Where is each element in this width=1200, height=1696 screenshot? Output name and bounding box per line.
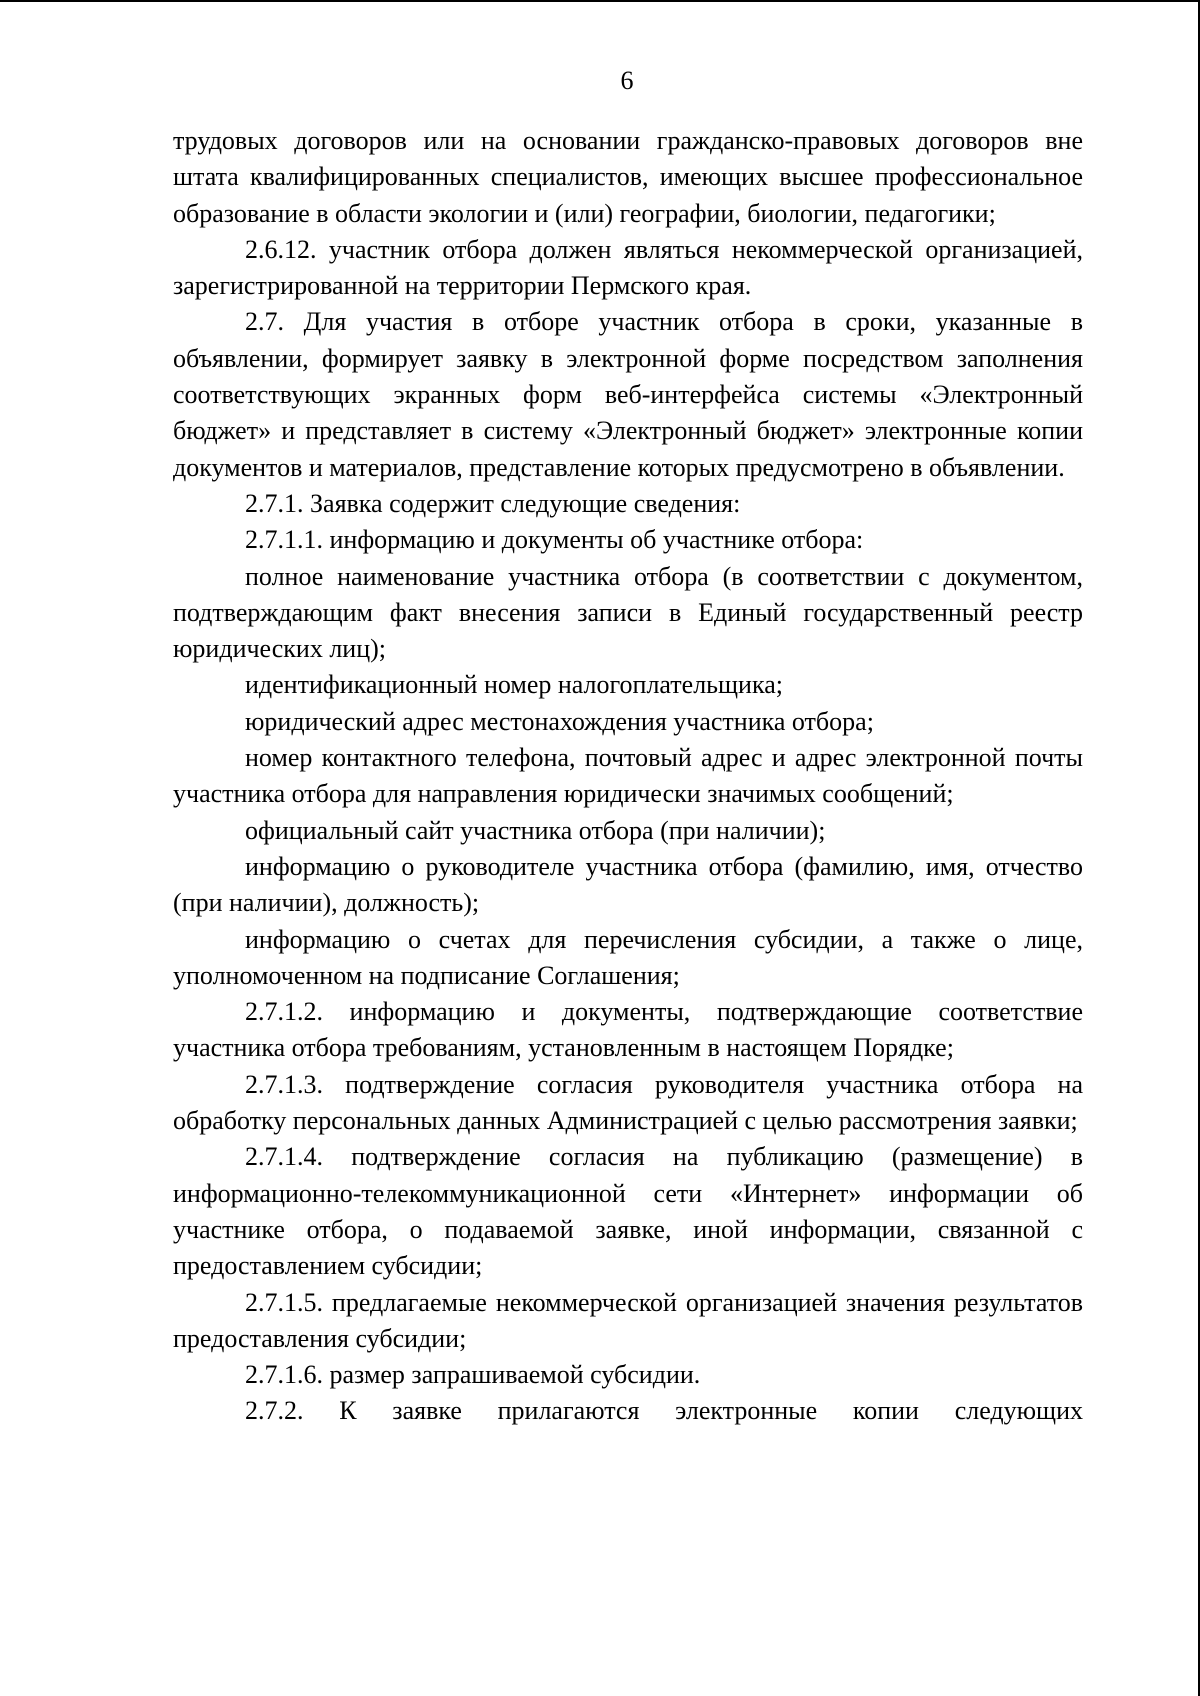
paragraph-2-6-12: 2.6.12. участник отбора должен являться некоммерческой организацией, зарегистрированной на территории Пермского края. [173,234,1083,301]
list-item-inn: идентификационный номер налогоплательщика; [245,670,783,700]
scan-border-top [0,0,1200,2]
paragraph-2-7-1: 2.7.1. Заявка содержит следующие сведения: [245,488,741,518]
list-item-contacts: номер контактного телефона, почтовый адрес и адрес электронной почты участника отбора для направления юридически значимых сообщений; [173,743,1083,809]
paragraph-2-7: 2.7. Для участия в отборе участник отбора в сроки, указанные в объявлении, формирует заявку в электронной форме посредством заполнения соответствующих экранных форм веб-интерфейса системы «Электронный бюджет» и представляет в систему «Электронный бюджет» электронные копии документов и материалов, представление которых предусмотрено в объявлении. [173,307,1083,482]
list-item-website: официальный сайт участника отбора (при наличии); [245,815,826,845]
paragraph-2-7-1-6: 2.7.1.6. размер запрашиваемой субсидии. [245,1360,701,1390]
paragraph-2-7-1-3: 2.7.1.3. подтверждение согласия руководителя участника отбора на обработку персональных данных Администрацией с целью рассмотрения заявки; [173,1069,1083,1136]
list-item-legal-address: юридический адрес местонахождения участника отбора; [245,706,874,736]
list-item-head-info: информацию о руководителе участника отбора (фамилию, имя, отчество (при наличии), должность); [173,851,1083,918]
paragraph-2-7-2: 2.7.2. К заявке прилагаются электронные копии следующих [245,1396,1083,1426]
paragraph-2-7-1-1: 2.7.1.1. информацию и документы об участнике отбора: [245,525,864,555]
paragraph-2-7-1-2: 2.7.1.2. информацию и документы, подтверждающие соответствие участника отбора требованиям, установленным в настоящем Порядке; [173,997,1083,1063]
list-item-accounts: информацию о счетах для перечисления субсидии, а также о лице, уполномоченном на подписание Соглашения; [173,924,1083,990]
page-number: 6 [620,66,634,95]
paragraph-2-7-1-4: 2.7.1.4. подтверждение согласия на публикацию (размещение) в информационно-телекоммуникационной сети «Интернет» информации об участнике отбора, о подаваемой заявке, иной информации, связанной с предоставлением субсидии; [173,1142,1083,1281]
list-item-full-name: полное наименование участника отбора (в соответствии с документом, подтверждающим факт внесения записи в Единый государственный реестр юридических лиц); [173,561,1083,664]
document-body [173,123,1083,1430]
paragraph-2-7-1-5: 2.7.1.5. предлагаемые некоммерческой организацией значения результатов предоставления субсидии; [173,1287,1083,1353]
paragraph-continuation: трудовых договоров или на основании гражданско-правовых договоров вне штата квалифицированных специалистов, имеющих высшее профессиональное образование в области экологии и (или) географии, биологии, педагогики; [173,126,1083,228]
